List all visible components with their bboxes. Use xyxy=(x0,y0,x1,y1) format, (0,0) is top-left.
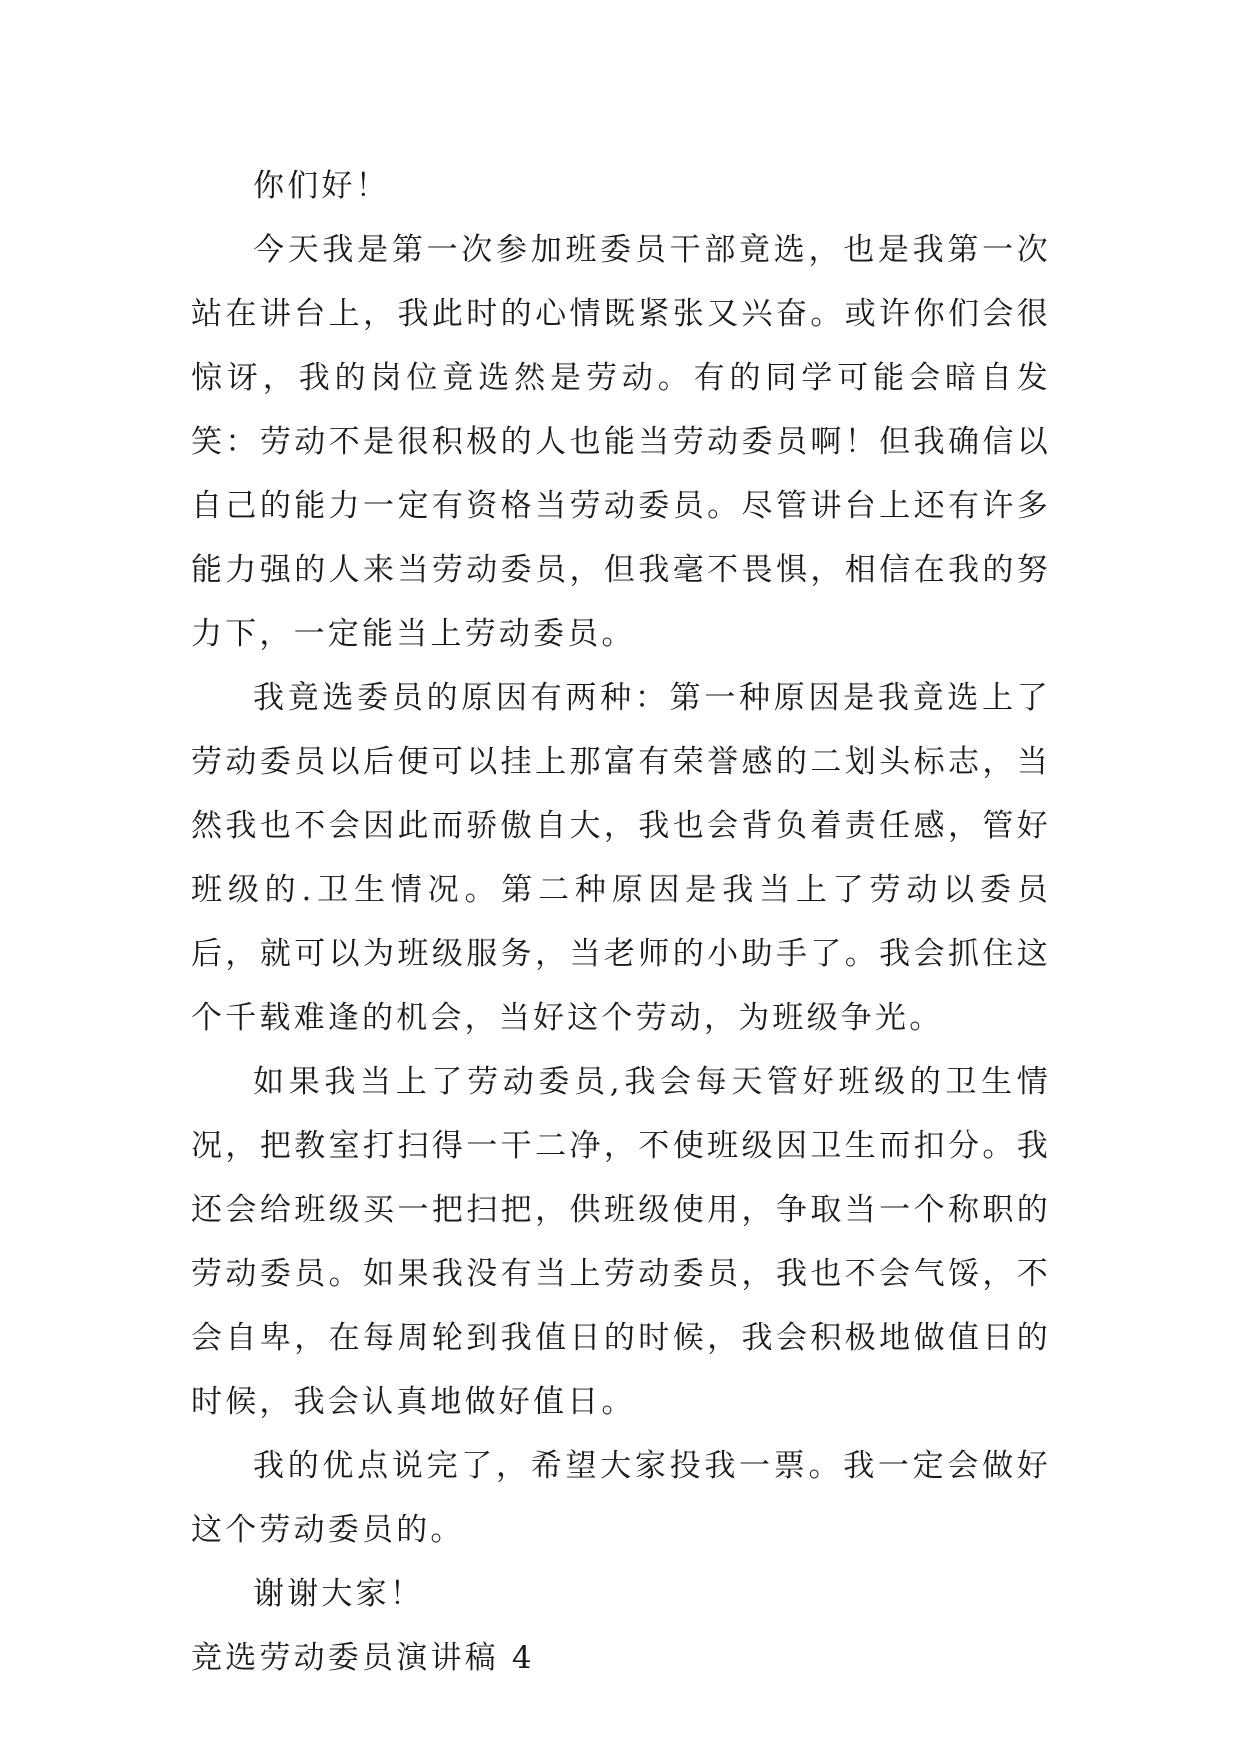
next-section-title: 竞选劳动委员演讲稿 4 xyxy=(191,1640,535,1676)
paragraph-reasons: 我竟选委员的原因有两种：第一种原因是我竟选上了劳动委员以后便可以挂上那富有荣誉感的二划头标志，当然我也不会因此而骄傲自大，我也会背负着责任感，管好班级的.卫生情况。第二种原因是我当上了劳动以委员后，就可以为班级服务，当老师的小助手了。我会抓住这个千载难逢的机会，当好这个劳动，为班级争光。 xyxy=(191,680,1051,1036)
paragraph-introduction: 今天我是第一次参加班委员干部竟选，也是我第一次站在讲台上，我此时的心情既紧张又兴奋。或许你们会很惊讶，我的岗位竟选然是劳动。有的同学可能会暗自发笑：劳动不是很积极的人也能当劳动委员啊！但我确信以自己的能力一定有资格当劳动委员。尽管讲台上还有许多能力强的人来当劳动委员，但我毫不畏惧，相信在我的努力下，一定能当上劳动委员。 xyxy=(191,232,1051,652)
paragraph-greeting: 你们好！ xyxy=(253,168,390,204)
speech-text xyxy=(191,154,1051,1690)
paragraph-thanks: 谢谢大家！ xyxy=(253,1576,424,1612)
paragraph-conclusion: 我的优点说完了，希望大家投我一票。我一定会做好这个劳动委员的。 xyxy=(191,1448,1051,1548)
paragraph-plans: 如果我当上了劳动委员,我会每天管好班级的卫生情况，把教室打扫得一干二净，不使班级因卫生而扣分。我还会给班级买一把扫把，供班级使用，争取当一个称职的劳动委员。如果我没有当上劳动委员，我也不会气馁，不会自卑，在每周轮到我值日的时候，我会积极地做值日的时候，我会认真地做好值日。 xyxy=(191,1064,1051,1420)
